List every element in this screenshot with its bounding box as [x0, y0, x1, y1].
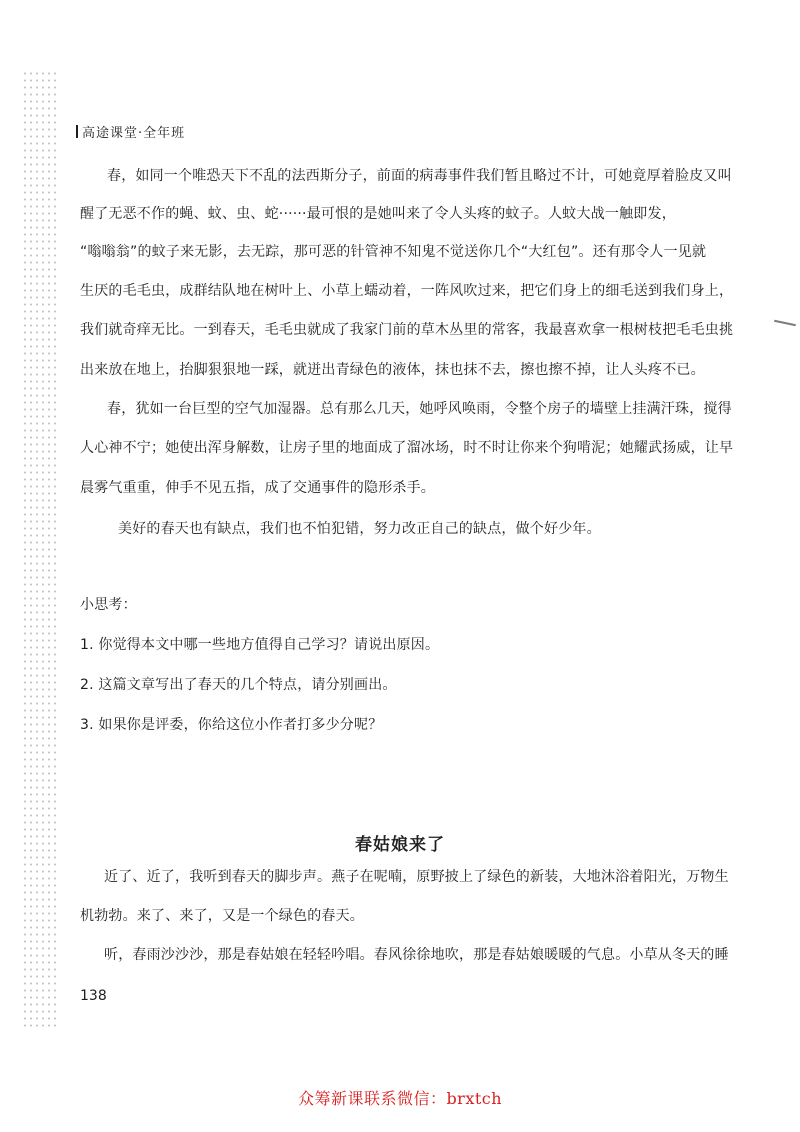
- page-edge-mark: [774, 320, 796, 327]
- thinking-question: 1. 你觉得本文中哪一些地方值得自己学习？请说出原因。: [80, 637, 440, 653]
- article2-line: 听，春雨沙沙沙，那是春姑娘在轻轻吟唱。春风徐徐地吹，那是春姑娘暖暖的气息。小草从冬天的睡: [104, 947, 729, 963]
- article1-line: 春，如同一个唯恐天下不乱的法西斯分子，前面的病毒事件我们暂且略过不计，可她竟厚着脸皮又叫: [107, 168, 732, 184]
- header-title: 高途课堂·全年班: [82, 126, 186, 141]
- article1-line: 人心神不宁；她使出浑身解数，让房子里的地面成了溜冰场，时不时让你来个狗啃泥；她耀武扬威，让早: [80, 440, 734, 456]
- article1-line: 晨雾气重重，伸手不见五指，成了交通事件的隐形杀手。: [80, 480, 435, 496]
- article1-line: 我们就奇痒无比。一到春天，毛毛虫就成了我家门前的草木丛里的常客，我最喜欢拿一根树枝把毛毛虫挑: [80, 322, 734, 338]
- thinking-question: 3. 如果你是评委，你给这位小作者打多少分呢？: [80, 717, 383, 733]
- article1-line: 美好的春天也有缺点，我们也不怕犯错，努力改正自己的缺点，做个好少年。: [118, 521, 601, 537]
- article2-line: 近了、近了，我听到春天的脚步声。燕子在呢喃，原野披上了绿色的新装，大地沐浴着阳光，万物生: [104, 869, 729, 885]
- article1-line: 醒了无恶不作的蝇、蚊、虫、蛇······最可恨的是她叫来了令人头疼的蚊子。人蚊大战一触即发，: [80, 206, 676, 222]
- page-number: 138: [80, 988, 107, 1004]
- article1-line: 生厌的毛毛虫，成群结队地在树叶上、小草上蠕动着，一阵风吹过来，把它们身上的细毛送到我们身上，: [80, 283, 734, 299]
- article1-line: 春，犹如一台巨型的空气加湿器。总有那么几天，她呼风唤雨，令整个房子的墙壁上挂满汗珠，搅得: [107, 401, 732, 417]
- binding-dots-strip: [22, 70, 58, 1030]
- footer-watermark: 众筹新课联系微信：brxtch: [297, 1089, 503, 1108]
- thinking-heading: 小思考：: [80, 597, 137, 613]
- article1-line: 出来放在地上，抬脚狠狠地一踩，就迸出青绿色的液体，抹也抹不去，擦也擦不掉，让人头疼不已。: [80, 362, 705, 378]
- article1-line: “嗡嗡翁”的蚊子来无影，去无踪，那可恶的针管神不知鬼不觉送你几个“大红包”。还有那令人一见就: [80, 244, 707, 260]
- thinking-question: 2. 这篇文章写出了春天的几个特点，请分别画出。: [80, 677, 397, 693]
- page-header: [76, 122, 185, 141]
- article2-line: 机勃勃。来了、来了，又是一个绿色的春天。: [80, 908, 364, 924]
- header-bar-icon: [76, 125, 78, 138]
- article2-title: 春姑娘来了: [355, 835, 445, 855]
